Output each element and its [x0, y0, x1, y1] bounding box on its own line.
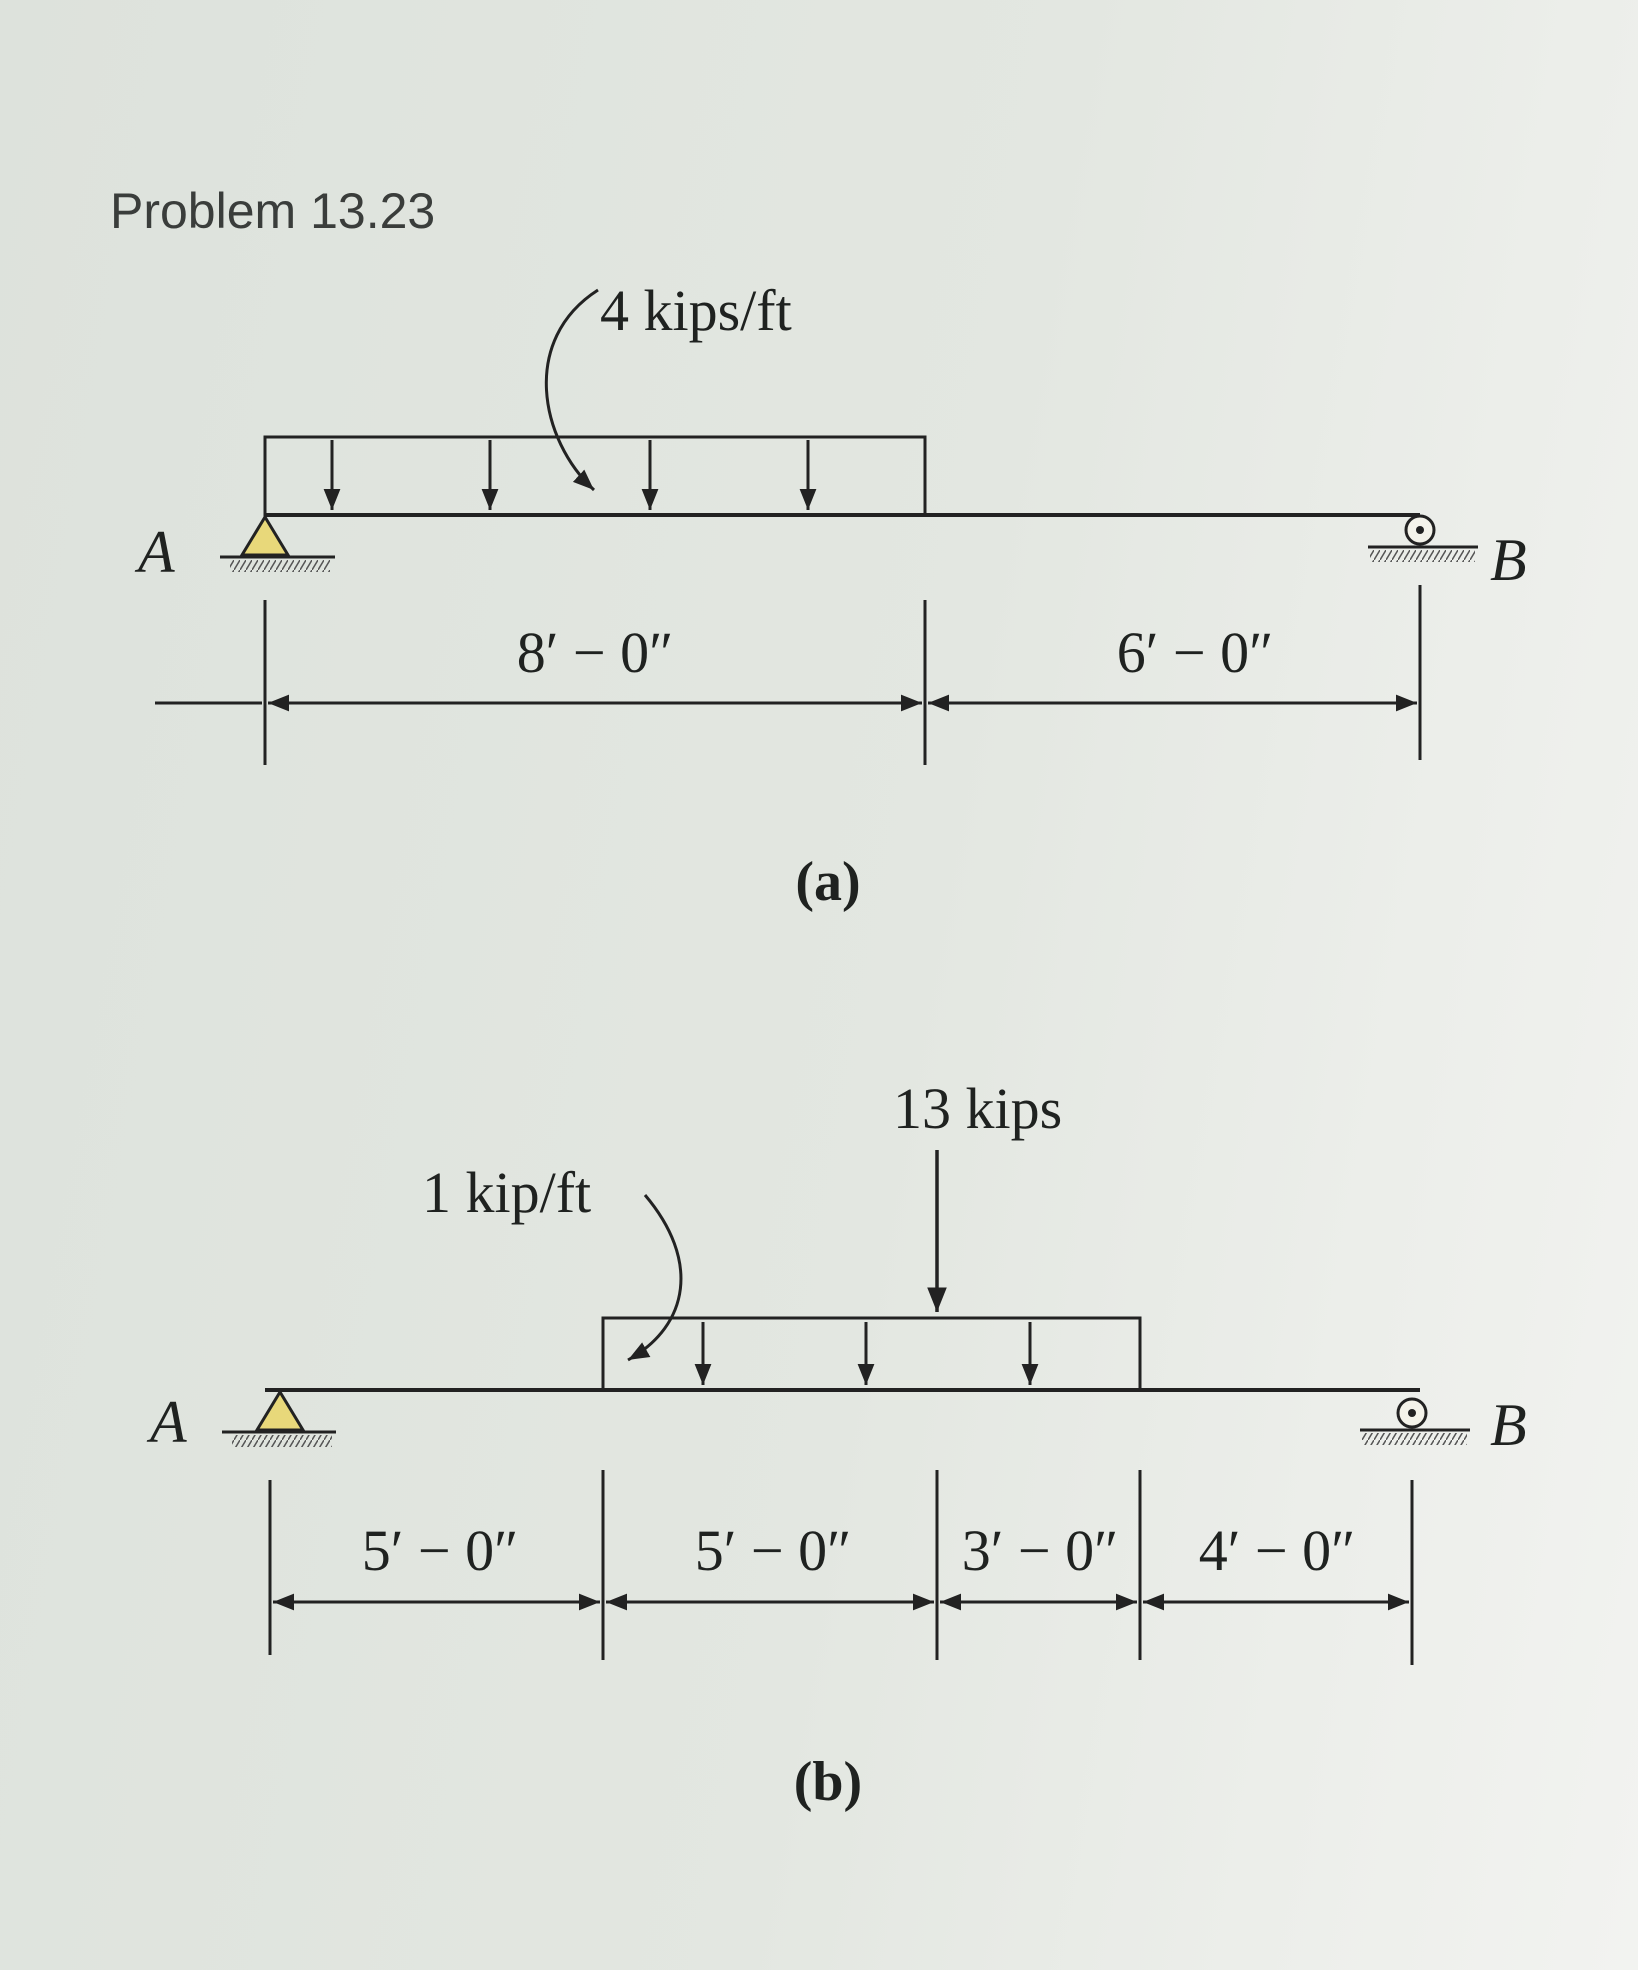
load-leader-arrow-b: [628, 1195, 681, 1360]
pin-support-b: [222, 1392, 336, 1447]
pin-support-a: [220, 517, 335, 572]
figure-b: [146, 1076, 1527, 1813]
load-label-a: 4 kips/ft: [600, 278, 792, 343]
distributed-load-label-b: 1 kip/ft: [422, 1160, 592, 1225]
dimension-label-b-2: 5′ − 0″: [694, 1518, 852, 1583]
roller-support-b: [1360, 1399, 1470, 1445]
load-leader-arrow-a: [546, 290, 598, 490]
support-label-b-right: B: [1490, 1392, 1527, 1458]
dimension-label-a-1: 8′ − 0″: [516, 620, 674, 685]
figure-caption-a: (a): [795, 851, 861, 913]
dimension-label-a-2: 6′ − 0″: [1116, 620, 1274, 685]
support-label-a-left: A: [138, 519, 175, 585]
figure-caption-b: (b): [793, 1751, 863, 1813]
point-load-label-b: 13 kips: [893, 1076, 1063, 1141]
distributed-load-a: [265, 278, 925, 515]
dimension-label-b-3: 3′ − 0″: [961, 1518, 1119, 1583]
dimension-label-b-4: 4′ − 0″: [1198, 1518, 1356, 1583]
roller-support-a: [1368, 516, 1478, 562]
load-arrows-a: [332, 440, 808, 510]
figure-a: [134, 278, 1527, 913]
distributed-load-b: [422, 1160, 1140, 1390]
problem-title: Problem 13.23: [110, 183, 436, 239]
point-load-b: [893, 1076, 1062, 1312]
load-arrows-b: [703, 1322, 1030, 1385]
support-label-a-right: B: [1490, 527, 1527, 593]
support-label-b-left: A: [150, 1389, 187, 1455]
dimension-label-b-1: 5′ − 0″: [361, 1518, 519, 1583]
